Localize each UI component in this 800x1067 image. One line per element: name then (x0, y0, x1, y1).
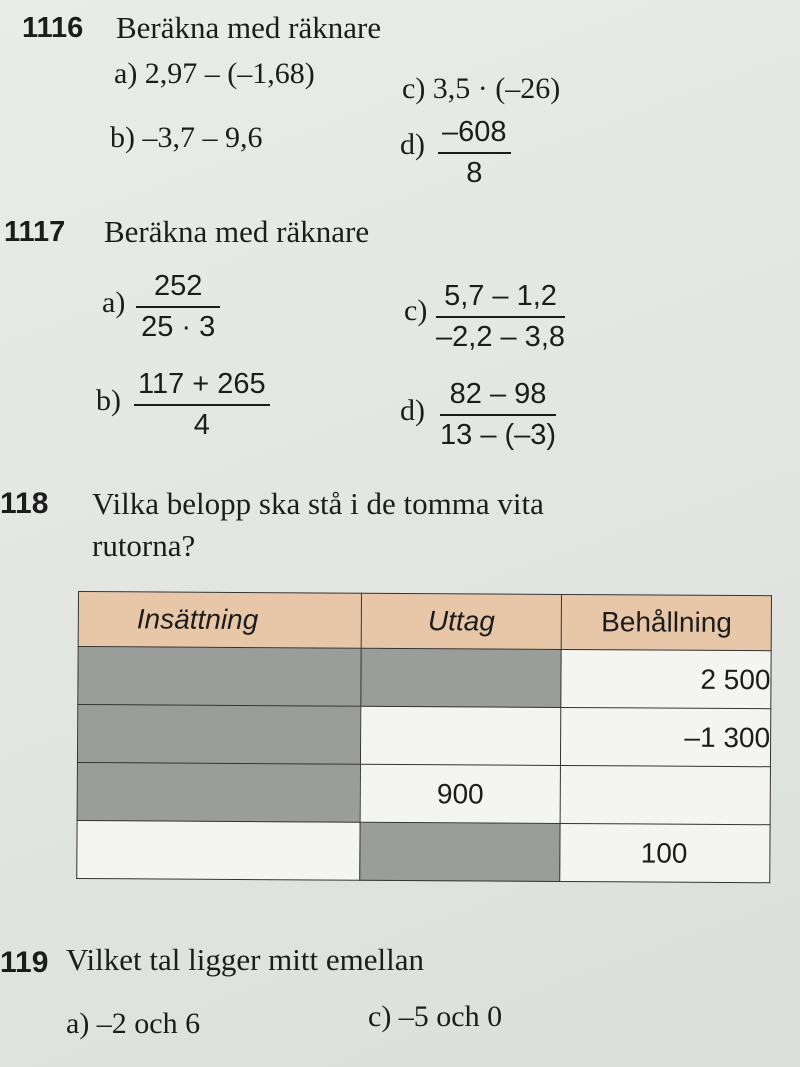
item-1116-b: b) –3,7 – 9,6 (110, 121, 263, 154)
table-cell (77, 762, 360, 822)
problem-heading-1116: Beräkna med räknare (116, 10, 382, 45)
table-cell (359, 822, 560, 881)
fraction-numerator: –608 (438, 118, 511, 154)
problem-heading-1118-line1: Vilka belopp ska stå i de tomma vita (92, 486, 544, 521)
problem-number-1116: 1116 (22, 12, 84, 44)
table-cell (361, 648, 562, 707)
problem-number-1118: 118 (0, 487, 49, 520)
table-row (77, 762, 770, 824)
fraction-denominator: 8 (466, 157, 483, 189)
column-header-deposit: Insättning (78, 592, 361, 649)
fraction-1117-d (440, 380, 556, 450)
item-1119-c: c) –5 och 0 (368, 1000, 503, 1033)
table-cell (77, 705, 360, 765)
item-1117-c-label: c) (404, 294, 428, 327)
fraction-1117-b (134, 370, 270, 440)
fraction-numerator: 252 (136, 272, 220, 308)
table-header-row (78, 592, 771, 651)
table-row (78, 647, 771, 709)
problem-number-1117: 1117 (4, 216, 66, 248)
fraction-numerator: 117 + 265 (134, 370, 270, 406)
table-cell: 2 500 (561, 649, 771, 708)
table-row (77, 705, 770, 767)
table-cell: 900 (360, 764, 561, 823)
table-row (77, 820, 770, 882)
fraction-denominator: 25 · 3 (141, 311, 216, 343)
table-cell-blank[interactable] (360, 706, 561, 765)
table-cell-blank[interactable] (560, 765, 770, 824)
item-1117-b-label: b) (96, 384, 121, 417)
column-header-balance: Behållning (562, 594, 772, 650)
balance-table (76, 591, 772, 883)
item-1119-a: a) –2 och 6 (66, 1007, 201, 1040)
item-1116-c: c) 3,5 · (–26) (402, 72, 561, 105)
table-cell: 100 (560, 823, 770, 882)
item-1117-d-label: d) (400, 394, 425, 427)
table-cell (78, 647, 361, 707)
problem-heading-1117: Beräkna med räknare (104, 214, 370, 249)
problem-heading-1118-line2: rutorna? (92, 528, 196, 563)
fraction-numerator: 82 – 98 (440, 380, 556, 416)
fraction-1117-a (136, 272, 220, 342)
item-1116-d-label: d) (400, 128, 425, 161)
fraction-denominator: 4 (193, 409, 210, 441)
problem-number-1119: 119 (0, 946, 49, 979)
fraction-denominator: 13 – (–3) (440, 419, 557, 451)
fraction-1116-d (438, 118, 511, 188)
fraction-1117-c (436, 282, 565, 352)
fraction-numerator: 5,7 – 1,2 (436, 282, 565, 318)
problem-heading-1119: Vilket tal ligger mitt emellan (66, 942, 424, 977)
fraction-denominator: –2,2 – 3,8 (436, 321, 565, 353)
table-cell: –1 300 (561, 707, 771, 766)
column-header-withdrawal: Uttag (361, 593, 562, 649)
item-1116-a: a) 2,97 – (–1,68) (114, 57, 315, 90)
table-cell-blank[interactable] (77, 820, 360, 880)
item-1117-a-label: a) (102, 286, 126, 319)
